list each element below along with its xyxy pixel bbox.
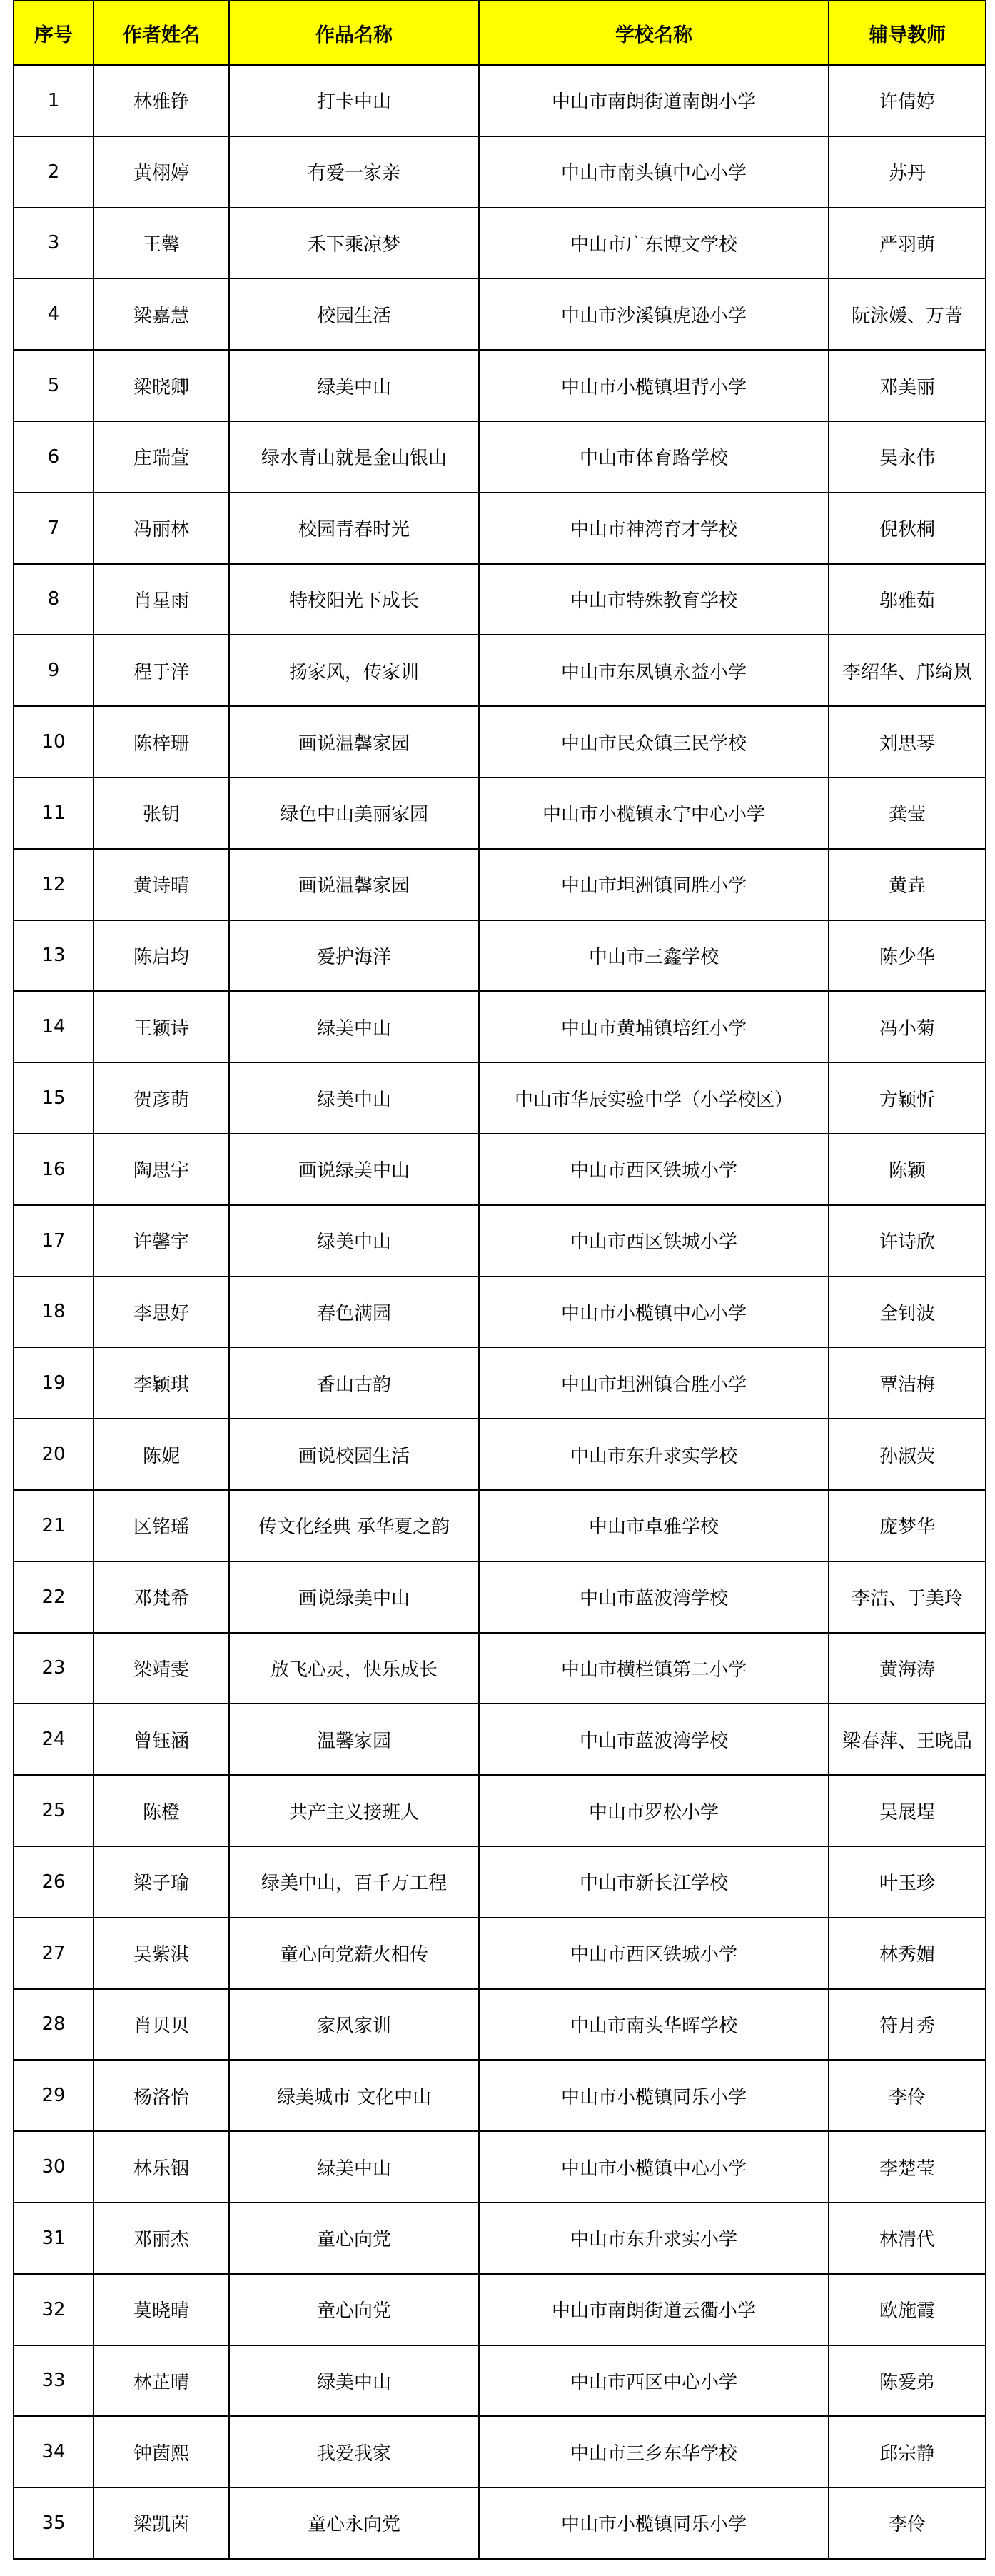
cell-school-name: 中山市新长江学校 bbox=[479, 1846, 829, 1918]
cell-serial-number: 22 bbox=[14, 1561, 94, 1633]
cell-instructor: 刘思琴 bbox=[829, 706, 986, 778]
cell-author-name: 梁凯茵 bbox=[94, 2487, 229, 2559]
table-row bbox=[14, 1347, 986, 1419]
table-row bbox=[14, 1134, 986, 1205]
table-row bbox=[14, 1846, 986, 1918]
cell-work-title: 共产主义接班人 bbox=[229, 1775, 479, 1846]
cell-instructor: 邬雅茹 bbox=[829, 564, 986, 635]
cell-school-name: 中山市罗松小学 bbox=[479, 1775, 829, 1846]
cell-school-name: 中山市东升求实小学 bbox=[479, 2203, 829, 2274]
cell-school-name: 中山市华辰实验中学（小学校区） bbox=[479, 1062, 829, 1134]
cell-instructor: 林清代 bbox=[829, 2203, 986, 2274]
table-row bbox=[14, 1490, 986, 1561]
cell-work-title: 我爱我家 bbox=[229, 2416, 479, 2487]
cell-instructor: 欧施霞 bbox=[829, 2274, 986, 2345]
cell-work-title: 绿色中山美丽家园 bbox=[229, 778, 479, 849]
cell-work-title: 童心向党薪火相传 bbox=[229, 1918, 479, 1989]
header-row bbox=[14, 1, 986, 65]
header-instructor: 辅导教师 bbox=[829, 1, 986, 65]
cell-school-name: 中山市三乡东华学校 bbox=[479, 2416, 829, 2487]
table-body bbox=[14, 65, 986, 2559]
cell-author-name: 区铭瑶 bbox=[94, 1490, 229, 1561]
cell-author-name: 陈妮 bbox=[94, 1419, 229, 1490]
cell-author-name: 陈梓珊 bbox=[94, 706, 229, 778]
cell-serial-number: 21 bbox=[14, 1490, 94, 1561]
cell-serial-number: 11 bbox=[14, 778, 94, 849]
cell-serial-number: 1 bbox=[14, 65, 94, 136]
table-row bbox=[14, 2203, 986, 2274]
cell-school-name: 中山市南头华晖学校 bbox=[479, 1989, 829, 2061]
cell-serial-number: 33 bbox=[14, 2345, 94, 2417]
cell-work-title: 家风家训 bbox=[229, 1989, 479, 2061]
cell-instructor: 严羽萌 bbox=[829, 208, 986, 279]
cell-serial-number: 10 bbox=[14, 706, 94, 778]
table-row bbox=[14, 1633, 986, 1704]
cell-instructor: 黄垚 bbox=[829, 849, 986, 920]
header-author-name: 作者姓名 bbox=[94, 1, 229, 65]
table-row bbox=[14, 1062, 986, 1134]
cell-author-name: 黄诗晴 bbox=[94, 849, 229, 920]
cell-author-name: 邓丽杰 bbox=[94, 2203, 229, 2274]
cell-instructor: 林秀媚 bbox=[829, 1918, 986, 1989]
cell-work-title: 童心向党 bbox=[229, 2274, 479, 2345]
cell-author-name: 梁靖雯 bbox=[94, 1633, 229, 1704]
cell-author-name: 程于洋 bbox=[94, 635, 229, 706]
cell-serial-number: 34 bbox=[14, 2416, 94, 2487]
cell-author-name: 陈橙 bbox=[94, 1775, 229, 1846]
cell-serial-number: 18 bbox=[14, 1277, 94, 1348]
table-row bbox=[14, 2487, 986, 2559]
cell-school-name: 中山市小榄镇同乐小学 bbox=[479, 2487, 829, 2559]
cell-work-title: 童心永向党 bbox=[229, 2487, 479, 2559]
cell-author-name: 肖星雨 bbox=[94, 564, 229, 635]
cell-school-name: 中山市南朗街道南朗小学 bbox=[479, 65, 829, 136]
cell-school-name: 中山市东升求实学校 bbox=[479, 1419, 829, 1490]
cell-serial-number: 9 bbox=[14, 635, 94, 706]
cell-author-name: 陈启均 bbox=[94, 920, 229, 992]
cell-school-name: 中山市小榄镇中心小学 bbox=[479, 1277, 829, 1348]
cell-work-title: 绿美中山 bbox=[229, 350, 479, 421]
cell-instructor: 陈爱弟 bbox=[829, 2345, 986, 2417]
cell-work-title: 有爱一家亲 bbox=[229, 136, 479, 208]
cell-work-title: 传文化经典 承华夏之韵 bbox=[229, 1490, 479, 1561]
cell-work-title: 校园生活 bbox=[229, 278, 479, 350]
table-row bbox=[14, 1205, 986, 1277]
cell-work-title: 绿美中山，百千万工程 bbox=[229, 1846, 479, 1918]
table-row bbox=[14, 1989, 986, 2061]
table-row bbox=[14, 1277, 986, 1348]
cell-school-name: 中山市西区铁城小学 bbox=[479, 1205, 829, 1277]
cell-serial-number: 27 bbox=[14, 1918, 94, 1989]
table-row bbox=[14, 1704, 986, 1775]
cell-serial-number: 4 bbox=[14, 278, 94, 350]
table-row bbox=[14, 421, 986, 493]
award-list-sheet bbox=[13, 0, 985, 2560]
cell-instructor: 倪秋桐 bbox=[829, 493, 986, 564]
table-row bbox=[14, 65, 986, 136]
table-row bbox=[14, 920, 986, 992]
cell-instructor: 覃洁梅 bbox=[829, 1347, 986, 1419]
table-row bbox=[14, 1918, 986, 1989]
cell-work-title: 画说温馨家园 bbox=[229, 849, 479, 920]
cell-serial-number: 16 bbox=[14, 1134, 94, 1205]
cell-author-name: 梁嘉慧 bbox=[94, 278, 229, 350]
cell-work-title: 画说温馨家园 bbox=[229, 706, 479, 778]
cell-serial-number: 15 bbox=[14, 1062, 94, 1134]
cell-work-title: 绿美中山 bbox=[229, 2345, 479, 2417]
cell-serial-number: 32 bbox=[14, 2274, 94, 2345]
cell-serial-number: 23 bbox=[14, 1633, 94, 1704]
header-school-name: 学校名称 bbox=[479, 1, 829, 65]
cell-author-name: 杨洛怡 bbox=[94, 2060, 229, 2131]
cell-school-name: 中山市民众镇三民学校 bbox=[479, 706, 829, 778]
cell-instructor: 龚莹 bbox=[829, 778, 986, 849]
cell-work-title: 放飞心灵，快乐成长 bbox=[229, 1633, 479, 1704]
cell-instructor: 方颖忻 bbox=[829, 1062, 986, 1134]
cell-instructor: 陈颖 bbox=[829, 1134, 986, 1205]
cell-school-name: 中山市小榄镇坦背小学 bbox=[479, 350, 829, 421]
cell-author-name: 吴紫淇 bbox=[94, 1918, 229, 1989]
cell-instructor: 李楚莹 bbox=[829, 2131, 986, 2203]
cell-work-title: 绿美中山 bbox=[229, 1062, 479, 1134]
cell-school-name: 中山市黄埔镇培红小学 bbox=[479, 991, 829, 1062]
cell-serial-number: 14 bbox=[14, 991, 94, 1062]
cell-serial-number: 6 bbox=[14, 421, 94, 493]
cell-work-title: 绿美中山 bbox=[229, 2131, 479, 2203]
table-row bbox=[14, 1419, 986, 1490]
cell-school-name: 中山市东凤镇永益小学 bbox=[479, 635, 829, 706]
cell-instructor: 苏丹 bbox=[829, 136, 986, 208]
table-row bbox=[14, 2274, 986, 2345]
cell-instructor: 全钊波 bbox=[829, 1277, 986, 1348]
cell-serial-number: 20 bbox=[14, 1419, 94, 1490]
cell-school-name: 中山市西区中心小学 bbox=[479, 2345, 829, 2417]
cell-serial-number: 30 bbox=[14, 2131, 94, 2203]
cell-instructor: 李伶 bbox=[829, 2060, 986, 2131]
cell-author-name: 王馨 bbox=[94, 208, 229, 279]
cell-author-name: 庄瑞萱 bbox=[94, 421, 229, 493]
cell-author-name: 陶思宇 bbox=[94, 1134, 229, 1205]
cell-instructor: 李伶 bbox=[829, 2487, 986, 2559]
table-row bbox=[14, 1775, 986, 1846]
cell-work-title: 校园青春时光 bbox=[229, 493, 479, 564]
cell-author-name: 张钥 bbox=[94, 778, 229, 849]
cell-work-title: 绿美中山 bbox=[229, 1205, 479, 1277]
cell-author-name: 许馨宇 bbox=[94, 1205, 229, 1277]
cell-work-title: 香山古韵 bbox=[229, 1347, 479, 1419]
cell-serial-number: 12 bbox=[14, 849, 94, 920]
cell-instructor: 冯小菊 bbox=[829, 991, 986, 1062]
cell-work-title: 画说绿美中山 bbox=[229, 1561, 479, 1633]
cell-author-name: 莫晓晴 bbox=[94, 2274, 229, 2345]
cell-work-title: 绿美中山 bbox=[229, 991, 479, 1062]
cell-instructor: 孙淑荧 bbox=[829, 1419, 986, 1490]
cell-author-name: 肖贝贝 bbox=[94, 1989, 229, 2061]
cell-school-name: 中山市坦洲镇同胜小学 bbox=[479, 849, 829, 920]
cell-school-name: 中山市南朗街道云衢小学 bbox=[479, 2274, 829, 2345]
cell-author-name: 林雅铮 bbox=[94, 65, 229, 136]
cell-instructor: 黄海涛 bbox=[829, 1633, 986, 1704]
cell-work-title: 绿水青山就是金山银山 bbox=[229, 421, 479, 493]
cell-instructor: 符月秀 bbox=[829, 1989, 986, 2061]
cell-school-name: 中山市坦洲镇合胜小学 bbox=[479, 1347, 829, 1419]
cell-serial-number: 25 bbox=[14, 1775, 94, 1846]
cell-school-name: 中山市西区铁城小学 bbox=[479, 1918, 829, 1989]
cell-serial-number: 28 bbox=[14, 1989, 94, 2061]
cell-instructor: 梁春萍、王晓晶 bbox=[829, 1704, 986, 1775]
cell-serial-number: 19 bbox=[14, 1347, 94, 1419]
cell-work-title: 爱护海洋 bbox=[229, 920, 479, 992]
cell-serial-number: 26 bbox=[14, 1846, 94, 1918]
cell-school-name: 中山市蓝波湾学校 bbox=[479, 1561, 829, 1633]
cell-school-name: 中山市广东博文学校 bbox=[479, 208, 829, 279]
table-row bbox=[14, 2416, 986, 2487]
cell-school-name: 中山市体育路学校 bbox=[479, 421, 829, 493]
table-row bbox=[14, 2060, 986, 2131]
cell-school-name: 中山市神湾育才学校 bbox=[479, 493, 829, 564]
cell-author-name: 梁晓卿 bbox=[94, 350, 229, 421]
cell-author-name: 林乐铟 bbox=[94, 2131, 229, 2203]
header-work-title: 作品名称 bbox=[229, 1, 479, 65]
cell-work-title: 温馨家园 bbox=[229, 1704, 479, 1775]
cell-work-title: 画说绿美中山 bbox=[229, 1134, 479, 1205]
cell-instructor: 吴展埕 bbox=[829, 1775, 986, 1846]
cell-instructor: 陈少华 bbox=[829, 920, 986, 992]
cell-serial-number: 5 bbox=[14, 350, 94, 421]
cell-school-name: 中山市南头镇中心小学 bbox=[479, 136, 829, 208]
table-row bbox=[14, 706, 986, 778]
cell-author-name: 李颖琪 bbox=[94, 1347, 229, 1419]
cell-serial-number: 13 bbox=[14, 920, 94, 992]
cell-instructor: 阮泳媛、万菁 bbox=[829, 278, 986, 350]
cell-instructor: 叶玉珍 bbox=[829, 1846, 986, 1918]
cell-work-title: 特校阳光下成长 bbox=[229, 564, 479, 635]
cell-author-name: 梁子瑜 bbox=[94, 1846, 229, 1918]
cell-serial-number: 3 bbox=[14, 208, 94, 279]
cell-work-title: 扬家风，传家训 bbox=[229, 635, 479, 706]
cell-work-title: 童心向党 bbox=[229, 2203, 479, 2274]
cell-instructor: 李洁、于美玲 bbox=[829, 1561, 986, 1633]
cell-serial-number: 31 bbox=[14, 2203, 94, 2274]
table-row bbox=[14, 849, 986, 920]
table-row bbox=[14, 493, 986, 564]
cell-instructor: 邓美丽 bbox=[829, 350, 986, 421]
cell-serial-number: 24 bbox=[14, 1704, 94, 1775]
cell-school-name: 中山市小榄镇永宁中心小学 bbox=[479, 778, 829, 849]
cell-school-name: 中山市特殊教育学校 bbox=[479, 564, 829, 635]
table-row bbox=[14, 350, 986, 421]
award-table bbox=[13, 0, 986, 2560]
cell-serial-number: 29 bbox=[14, 2060, 94, 2131]
cell-serial-number: 8 bbox=[14, 564, 94, 635]
cell-school-name: 中山市西区铁城小学 bbox=[479, 1134, 829, 1205]
cell-author-name: 冯丽林 bbox=[94, 493, 229, 564]
table-row bbox=[14, 208, 986, 279]
cell-work-title: 春色满园 bbox=[229, 1277, 479, 1348]
cell-serial-number: 17 bbox=[14, 1205, 94, 1277]
cell-author-name: 邓梵希 bbox=[94, 1561, 229, 1633]
table-row bbox=[14, 991, 986, 1062]
table-row bbox=[14, 1561, 986, 1633]
table-row bbox=[14, 2345, 986, 2417]
cell-author-name: 李思好 bbox=[94, 1277, 229, 1348]
cell-school-name: 中山市小榄镇中心小学 bbox=[479, 2131, 829, 2203]
table-row bbox=[14, 635, 986, 706]
cell-author-name: 王颖诗 bbox=[94, 991, 229, 1062]
cell-instructor: 吴永伟 bbox=[829, 421, 986, 493]
cell-school-name: 中山市横栏镇第二小学 bbox=[479, 1633, 829, 1704]
cell-instructor: 许倩婷 bbox=[829, 65, 986, 136]
cell-instructor: 李绍华、邝绮岚 bbox=[829, 635, 986, 706]
cell-serial-number: 7 bbox=[14, 493, 94, 564]
cell-work-title: 绿美城市 文化中山 bbox=[229, 2060, 479, 2131]
cell-instructor: 许诗欣 bbox=[829, 1205, 986, 1277]
cell-school-name: 中山市卓雅学校 bbox=[479, 1490, 829, 1561]
cell-instructor: 邱宗静 bbox=[829, 2416, 986, 2487]
cell-instructor: 庞梦华 bbox=[829, 1490, 986, 1561]
table-row bbox=[14, 136, 986, 208]
cell-school-name: 中山市蓝波湾学校 bbox=[479, 1704, 829, 1775]
cell-school-name: 中山市沙溪镇虎逊小学 bbox=[479, 278, 829, 350]
cell-serial-number: 2 bbox=[14, 136, 94, 208]
cell-work-title: 画说校园生活 bbox=[229, 1419, 479, 1490]
cell-author-name: 黄栩婷 bbox=[94, 136, 229, 208]
table-row bbox=[14, 778, 986, 849]
cell-author-name: 贺彦萌 bbox=[94, 1062, 229, 1134]
cell-serial-number: 35 bbox=[14, 2487, 94, 2559]
cell-work-title: 禾下乘凉梦 bbox=[229, 208, 479, 279]
cell-author-name: 林芷晴 bbox=[94, 2345, 229, 2417]
table-row bbox=[14, 564, 986, 635]
cell-school-name: 中山市小榄镇同乐小学 bbox=[479, 2060, 829, 2131]
cell-author-name: 钟茵熙 bbox=[94, 2416, 229, 2487]
table-row bbox=[14, 278, 986, 350]
header-serial-number: 序号 bbox=[14, 1, 94, 65]
table-row bbox=[14, 2131, 986, 2203]
cell-author-name: 曾钰涵 bbox=[94, 1704, 229, 1775]
cell-school-name: 中山市三鑫学校 bbox=[479, 920, 829, 992]
cell-work-title: 打卡中山 bbox=[229, 65, 479, 136]
